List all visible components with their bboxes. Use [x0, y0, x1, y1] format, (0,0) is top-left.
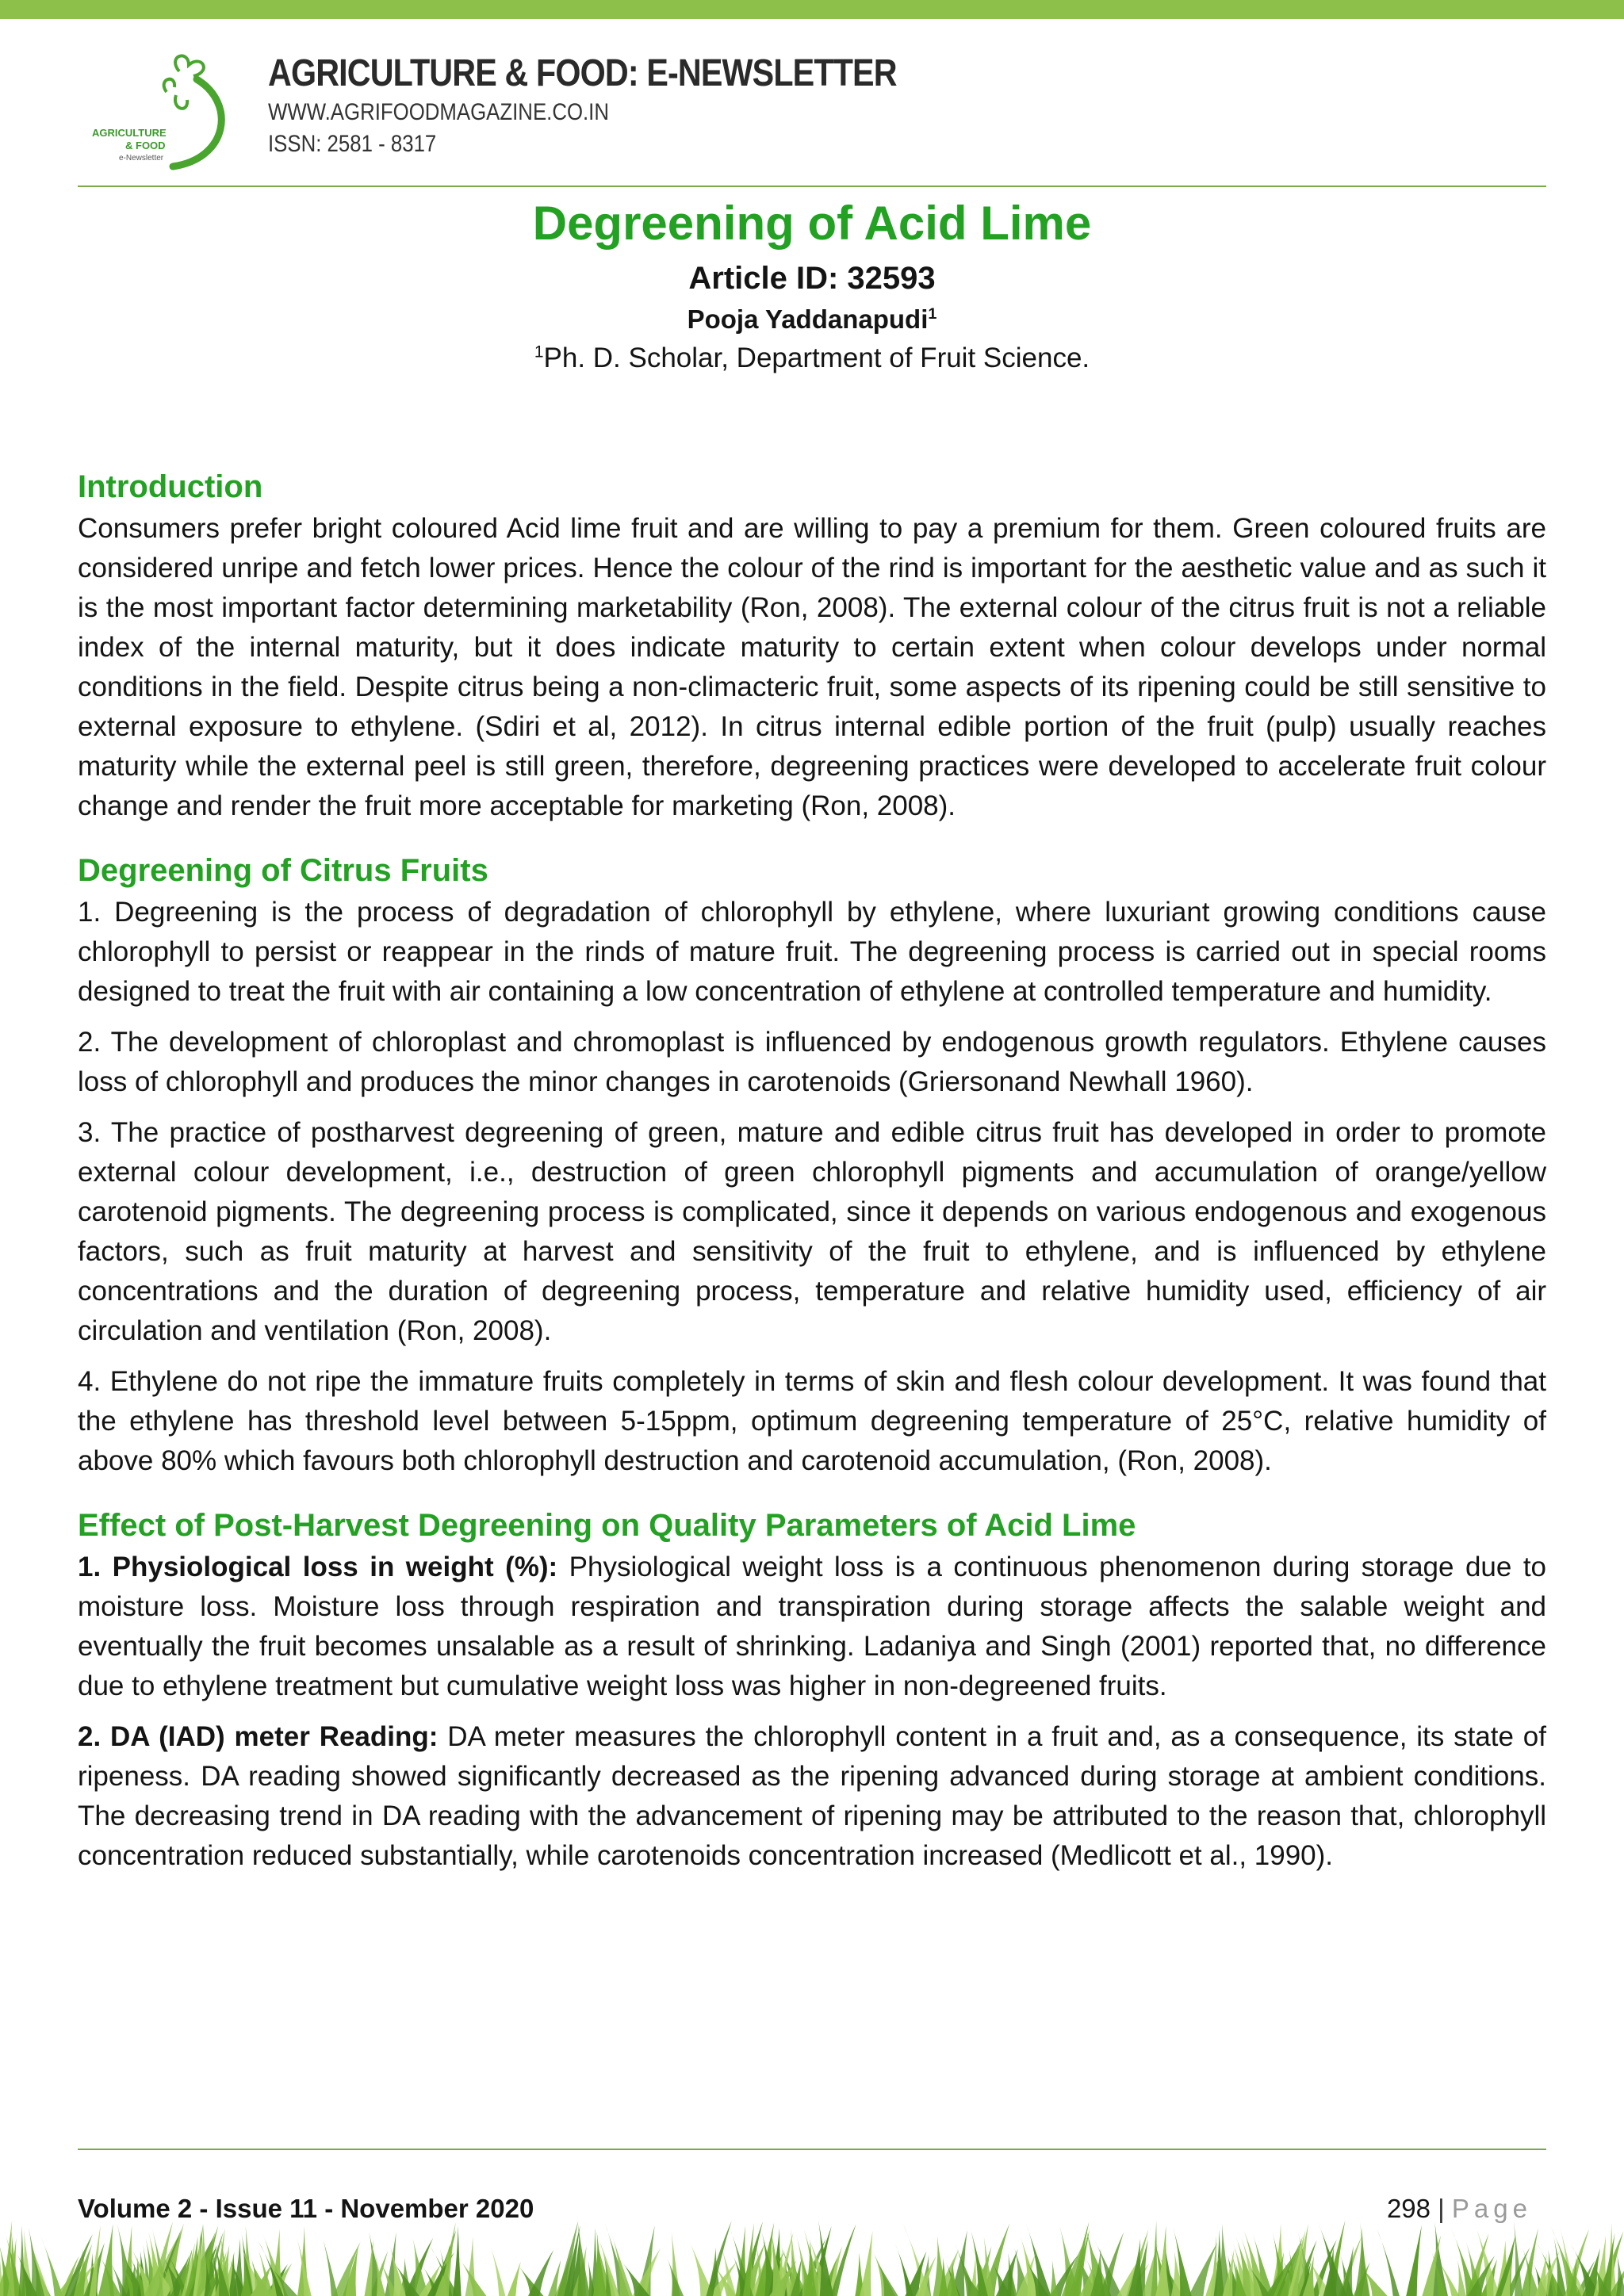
effect-point-2: 2. DA (IAD) meter Reading: DA meter measures the chlorophyll content in a fruit and, as a consequence, its state of ripeness. DA reading showed significantly decreased as the ripening advanced during storage at ambient conditions. The decreasing trend in DA reading with the advancement of ripening may be attributed to the reason that, chlorophyll concentration reduced substantially, while carotenoids concentration increased (Medlicott et al., 1990).: [78, 1721, 1546, 1871]
logo-text-line-2: & FOOD: [125, 140, 166, 151]
logo-text-line-3: e-Newsletter: [119, 154, 164, 163]
effect-point-1: 1. Physiological loss in weight (%): Physiological weight loss is a continuous phenomenon during storage due to moisture loss. Moisture loss through respiration and transpiration during storage affects the salable weight and eventually the fruit becomes unsalable as a result of shrinking. Ladaniya and Singh (2001) reported that, no difference due to ethylene treatment but cumulative weight loss was higher in non-degreened fruits.: [78, 1552, 1547, 1701]
page-number: 298 | Page: [1386, 2194, 1532, 2223]
author-affiliation: $^1$Ph. D. Scholar, Department of Fruit Science.: [534, 342, 1090, 373]
author-superscript: 1: [928, 305, 937, 323]
logo-text-line-1: AGRICULTURE: [92, 127, 167, 139]
footer-divider: [78, 2149, 1546, 2150]
article-id: Article ID: 32593: [688, 261, 936, 296]
issn: ISSN: 2581 - 8317: [268, 131, 437, 157]
brand-block: [268, 51, 999, 160]
citrus-point-3: 3. The practice of postharvest degreening of green, mature and edible citrus fruit has developed in order to promote external colour development, i.e., destruction of green chlorophyll pigments and accumulation of orange/yellow carotenoid pigments. The degreening process is complicated, since it depends on various endogenous and exogenous factors, such as fruit maturity at harvest and sensitivity of the fruit to ethylene, and is influenced by ethylene concentrations and the duration of degreening process, temperature and relative humidity used, efficiency of air circulation and ventilation (Ron, 2008).: [78, 1117, 1546, 1346]
grass-decoration: [0, 2220, 1624, 2296]
introduction-paragraph: Consumers prefer bright coloured Acid lime fruit and are willing to pay a premium for them. Green coloured fruits are considered unripe and fetch lower prices. Hence the colour of the rind is important for the aesthetic value and as such it is the most important factor determining marketability (Ron, 2008). The external colour of the citrus fruit is not a reliable index of the internal maturity, but it does indicate maturity to certain extent when colour develops under normal conditions in the field. Despite citrus being a non-climacteric fruit, some aspects of its ripening could be still sensitive to external exposure to ethylene. (Sdiri et al, 2012). In citrus internal edible portion of the fruit (pulp) usually reaches maturity while the external peel is still green, therefore, degreening practices were developed to accelerate fruit colour change and render the fruit more acceptable for marketing (Ron, 2008).: [78, 513, 1546, 821]
issue-info: Volume 2 - Issue 11 - November 2020: [78, 2194, 534, 2223]
article-body: [78, 465, 1546, 1876]
effect-point-2-lead: 2. DA (IAD) meter Reading:: [78, 1721, 439, 1752]
author-name: Pooja Yaddanapudi$^1$: [687, 304, 937, 334]
article-header: [78, 190, 1546, 377]
section-heading-effect: Effect of Post-Harvest Degreening on Quality Parameters of Acid Lime: [78, 1508, 1136, 1543]
top-color-bar: [0, 0, 1624, 19]
grass-icon: [0, 2220, 1624, 2296]
affiliation-superscript: 1: [534, 342, 544, 362]
leaf-logo-icon: [78, 48, 244, 174]
section-heading-degreening-citrus: Degreening of Citrus Fruits: [78, 853, 488, 888]
citrus-point-2: 2. The development of chloroplast and chromoplast is influenced by endogenous growth regulators. Ethylene causes loss of chlorophyll and produces the minor changes in carotenoids (Griersonand Newhall 1960).: [78, 1027, 1546, 1097]
website-url[interactable]: WWW.AGRIFOODMAGAZINE.CO.IN: [268, 99, 609, 125]
masthead: [78, 41, 1546, 184]
citrus-point-1: 1. Degreening is the process of degradation of chlorophyll by ethylene, where luxuriant growing conditions cause chlorophyll to persist or reappear in the rinds of mature fruit. The degreening process is carried out in special rooms designed to treat the fruit with air containing a low concentration of ethylene at controlled temperature and humidity.: [78, 897, 1546, 1007]
article-title: Degreening of Acid Lime: [532, 197, 1092, 250]
section-heading-introduction: Introduction: [78, 469, 263, 504]
brand-title: AGRICULTURE & FOOD: E-NEWSLETTER: [268, 52, 897, 94]
citrus-point-4: 4. Ethylene do not ripe the immature fruits completely in terms of skin and flesh colour development. It was found that the ethylene has threshold level between 5-15ppm, optimum degreening temperature of 25°C, relative humidity of above 80% which favours both chlorophyll destruction and carotenoid accumulation, (Ron, 2008).: [78, 1366, 1546, 1476]
header-divider: [78, 186, 1546, 187]
newsletter-logo: [78, 48, 244, 174]
effect-point-1-lead: 1. Physiological loss in weight (%):: [78, 1552, 558, 1582]
